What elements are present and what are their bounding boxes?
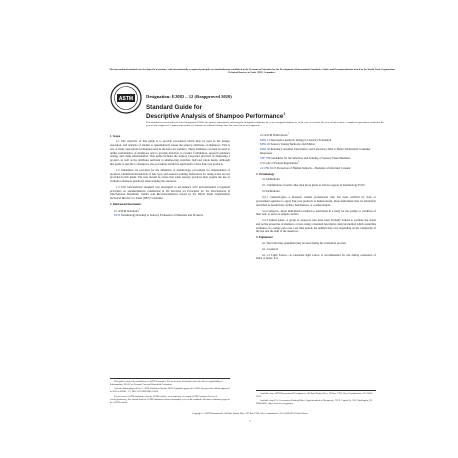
page-number: 1 xyxy=(249,420,251,423)
title-footnote-marker: 1 xyxy=(283,112,286,117)
footnote-marker-2: 2 xyxy=(139,208,141,211)
document-title xyxy=(146,104,285,120)
footnote: Available from ASTM International Headquarters, 100 Barr Harbor Drive, PO Box C700, West Conshohocken, PA 19428-2959. xyxy=(256,393,373,398)
footnote-marker-4: 4 xyxy=(298,161,300,164)
footnotes-right xyxy=(256,390,376,408)
footnote-marker-3: 3 xyxy=(288,133,290,135)
standards-notice: This international standard was developed in accordance with internationally recognized principles on standardization established in the Decision on Principles for the Development of International Standards, Guides and Recommendations issued by the World Trade Organization Technical Barriers to Trade (TBT) Committee. xyxy=(109,68,395,74)
term-3-1-1: 3.1.1 Definitions of terms other than those given as follows appear in Terminology E253. xyxy=(262,183,366,188)
astm-standards-label: 2.1 ASTM Standards: xyxy=(114,208,140,213)
equip-4-1-1-1: 4.1.1.1 Light Source—A consistent light source is recommended for use during evaluation of shine or luster. It is xyxy=(256,252,376,261)
reference-link-mnl26[interactable]: MNL 26 xyxy=(260,142,270,147)
reference-item xyxy=(260,148,376,156)
footnote: For referenced ASTM standards, visit the ASTM website, www.astm.org, or contact ASTM Customer Service at service@astm.org. For Annual Book of ASTM Standards volume information, refer to the standard's Document Summary page on the ASTM website. xyxy=(110,395,230,404)
equip-4-1: 4.1 The following equipment may be used during the evaluation process: xyxy=(262,240,347,245)
term-3-1: 3.1 Definitions: xyxy=(262,177,281,182)
equipment-heading: 4. Equipment xyxy=(256,235,273,240)
term-3-2: 3.2 Definitions: xyxy=(262,189,281,194)
copyright-line: Copyright © ASTM International, 100 Barr Harbor Drive, PO Box C700, West Conshohocken, PA 19428-2959. United States xyxy=(192,413,308,415)
left-column xyxy=(110,133,230,219)
term-3-2-2: 3.2.2 subjects—those individuals recruited to participate in a study for the quality or condition of their hair, to serve as sample carriers. xyxy=(256,208,376,217)
reference-title: Protection of Human Subjects—Elements of Informed Consent xyxy=(277,166,351,171)
footnote: Current edition approved Oct. 1, 2020. Published October 2020. Originally approved in 2000. Last previous edition approved in 2012 as E2082 – 12. DOI: 10.1520/E2082-12R20. xyxy=(110,388,230,394)
designation: Designation: E2082 – 12 (Reapproved 2020) xyxy=(146,94,232,99)
reference-title: Guidelines for the Selection and Training of Sensory Panel Members xyxy=(270,155,351,160)
footnotes-left xyxy=(110,378,230,406)
reference-link-stp758[interactable]: STP 758 xyxy=(260,155,270,160)
term-3-2-3: 3.2.3 trained panel—a group of assessors who have been formally trained to evaluate the visual and tactile properties of shampoo or hair, using a standard descriptive analysis method which quantifies attributes on a rating scale over a set time period; the number may vary depending on the complexity of the test and the skill of the assessors. xyxy=(256,218,376,234)
document-page xyxy=(20,0,438,458)
reference-link-e253[interactable]: E253 xyxy=(114,213,121,218)
scope-heading: 1. Scope xyxy=(110,134,121,138)
reference-link-mnl30[interactable]: MNL 30 xyxy=(260,147,270,152)
scope-1-2: 1.2 Guidelines are provided for the definition of terminology, procedures for manipulation of products, identification/selection of hair type, and assessor training. References for rating scales are not provided in this guide. The user should be aware that some sensory practices may require the use of attribute references (anchors) when training the assessors. xyxy=(110,167,230,184)
reference-link-mnl13[interactable]: MNL 13 xyxy=(260,137,270,142)
reference-title: Sensory Testing Methods, 2nd Edition xyxy=(270,142,315,147)
reference-link-cfr[interactable]: 21 CFR 50.25 xyxy=(260,166,277,171)
terminology-heading: 3. Terminology xyxy=(256,171,275,176)
issuance-note: This standard is issued under the fixed designation E2082; the number immediately following the designation indicates the year of original adoption or, in the case of revision, the year of last revision. A number in parentheses indicates the year of last reapproval. A superscript epsilon (ε) indicates an editorial change since the last revision or reapproval. xyxy=(146,121,384,128)
reference-title: Descriptive Analysis Testing for Sensory Evaluation xyxy=(270,137,332,142)
term-3-2-1: 3.2.1 cosmetologist—a licensed, trained professional who has been certified by state or government agencies to apply hair-care products to human heads; these individuals may be alternately described as beauticians, stylists, hairdressers, or cosmetologists. xyxy=(256,195,376,207)
footnote: Available from U.S. Government Printing Office, Superintendent of Documents, 732 N. Capitol St., NW, Washington, DC 20401-0001, http://www.access.gpo.gov. xyxy=(256,400,373,406)
cfr-label: 2.3 Code of Federal Regulations: xyxy=(260,161,299,166)
reference-item xyxy=(260,167,376,171)
referenced-heading: 2. Referenced Documents xyxy=(110,202,142,207)
title-main: Descriptive Analysis of Shampoo Performance xyxy=(146,113,284,121)
reference-title: Terminology Relating to Sensory Evaluation of Materials and Products xyxy=(120,213,203,218)
reference-title: Relating Consumer, Descriptive, and Laboratory Data to Better Understand Consumer Responses xyxy=(260,147,371,155)
title-line-1: Standard Guide for xyxy=(146,104,203,111)
svg-text:ASTM: ASTM xyxy=(118,96,134,103)
equip-4-1-1: 4.1.1 General: xyxy=(262,246,279,251)
scope-1-3: 1.3 This international standard was developed in accordance with internationally recognized principles on standardization established in the Decision on Principles for the Development of International Standards, Guides and Recommendations issued by the World Trade Organization Technical Barriers to Trade (TBT) Committee. xyxy=(110,184,230,201)
footnote: This guide is under the jurisdiction of ASTM Committee E18 on Sensory Evaluation and is the direct responsibility of Subcommittee E18.07 on Personal Care and Household Evaluation. xyxy=(110,381,223,386)
title-line-2 xyxy=(146,111,285,120)
reference-item xyxy=(114,214,230,218)
astm-logo-icon xyxy=(110,82,142,114)
right-column xyxy=(256,133,376,263)
astm-publications-label: 2.2 ASTM Publications: xyxy=(260,132,289,137)
scope-1-1: 1.1 The objective of this guide is to provide procedures which may be used in the design, execution, and analysis of studies to quantitatively assess the sensory attributes of shampoos. This is one of many appropriate techniques used in the hair-care industry. These attributes can then be used to define performance of shampoos and to provide direction to product formulation, research guidance testing, and claim substantiation. This guide includes the sensory properties involved in dispensing a product, as well as the attributes pertinent to shampooing swatches, half and whole heads. Although this guide is specific to shampoos, the procedures should be applicable to most hair-care products. xyxy=(110,139,230,166)
